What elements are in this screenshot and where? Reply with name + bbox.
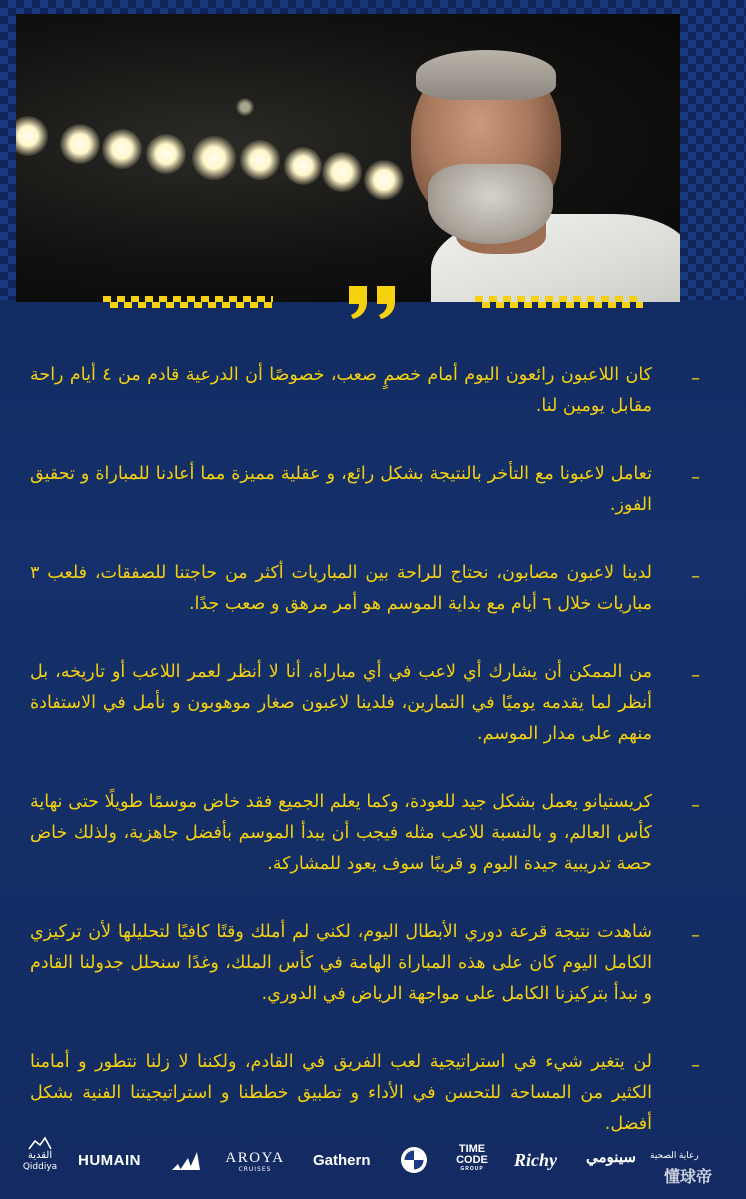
timecode-line-3: GROUP — [460, 1166, 484, 1172]
quote-marker: – — [691, 467, 700, 488]
quote-item — [30, 459, 716, 521]
aroya-logo — [222, 1150, 288, 1174]
care-logo: رعاية الصحية — [650, 1150, 699, 1160]
stadium-light — [240, 140, 280, 180]
quote-text: لدينا لاعبون مصابون، نحتاج للراحة بين المباريات أكثر من حاجتنا للصفقات، فلعب ٣ مباريات خلال ٦ أيام مع بداية الموسم هو أمر مرهق و صعب جدًا. — [30, 563, 652, 614]
aroya-text: AROYA — [225, 1150, 285, 1166]
qiddiya-latin-text: Qiddiya — [22, 1162, 58, 1172]
qiddiya-logo — [18, 1136, 62, 1173]
stadium-light — [102, 129, 142, 169]
stadium-light — [236, 98, 254, 116]
quote-marker: – — [691, 665, 700, 686]
timecode-line-1: TIME — [458, 1143, 486, 1155]
quote-mark-icon — [345, 284, 401, 320]
yellow-dash-divider-left — [103, 296, 273, 308]
quote-marker: – — [691, 1055, 700, 1076]
hero-photo — [16, 14, 680, 302]
humain-logo: HUMAIN — [78, 1152, 141, 1169]
quotes-list — [30, 360, 716, 1177]
quote-text: كريستيانو يعمل بشكل جيد للعودة، وكما يعلم الجميع فقد خاض موسمًا طويلًا حتى نهاية كأس العالم، و بالنسبة للاعب مثله فيجب أن يبدأ الموسم بأفضل جاهزية، ولذلك خاض حصة تدريبية جيدة اليوم و قريبًا سوف يعود للمشاركة. — [30, 792, 652, 874]
qiddiya-icon — [27, 1136, 53, 1150]
quote-marker: – — [691, 925, 700, 946]
quote-item — [30, 1047, 716, 1140]
aroya-subtext: CRUISES — [238, 1166, 272, 1173]
quote-item — [30, 657, 716, 750]
bmw-icon — [400, 1146, 428, 1174]
quote-item — [30, 558, 716, 620]
sponsors-bar — [0, 1132, 746, 1192]
quote-marker: – — [691, 368, 700, 389]
stadium-light — [60, 124, 100, 164]
quote-item — [30, 787, 716, 880]
timecode-line-2: CODE — [456, 1154, 488, 1166]
quote-marker: – — [691, 566, 700, 587]
quote-marker: – — [691, 795, 700, 816]
richy-logo: Richy — [514, 1150, 557, 1170]
yellow-dash-divider-right — [475, 296, 643, 308]
sinomi-logo: سينومي — [586, 1149, 636, 1166]
stadium-light — [16, 116, 48, 156]
quote-text: لن يتغير شيء في استراتيجية لعب الفريق في القادم، ولكننا لا زلنا نتطور و أمامنا الكثير من المساحة للتحسن في الأداء و تطبيق خططنا و استراتيجيتنا الفنية بشكل أفضل. — [30, 1052, 652, 1134]
stadium-light — [364, 160, 404, 200]
coach-hair — [416, 50, 556, 100]
stadium-light — [146, 134, 186, 174]
quote-text: شاهدت نتيجة قرعة دوري الأبطال اليوم، لكني لم أملك وقتًا كافيًا لتحليلها لأن تركيزي الكامل اليوم كان على هذه المباراة الهامة في كأس الملك، وغدًا سنحلل جدولنا القادم و نبدأ بتركيزنا الكامل على مواجهة الرياض في الدوري. — [30, 922, 652, 1004]
coach-beard — [428, 164, 553, 244]
qiddiya-arabic-text: القدية — [27, 1150, 53, 1161]
adidas-icon — [170, 1150, 200, 1172]
quote-text: من الممكن أن يشارك أي لاعب في أي مباراة، أنا لا أنظر لعمر اللاعب أو تاريخه، بل أنظر لما يقدمه يوميًا في التمارين، فلدينا لاعبون صغار موهوبون و نأمل في الاستفادة منهم على مدار الموسم. — [30, 662, 652, 744]
quote-text: تعامل لاعبونا مع التأخر بالنتيجة بشكل رائع، و عقلية مميزة مما أعادنا للمباراة و تحقيق الفوز. — [30, 464, 652, 515]
watermark: 懂球帝 — [664, 1169, 713, 1186]
quote-item — [30, 917, 716, 1010]
quote-item — [30, 360, 716, 422]
quote-text: كان اللاعبون رائعون اليوم أمام خصمٍ صعب، خصوصًا أن الدرعية قادم من ٤ أيام راحة مقابل يومين لنا. — [30, 365, 652, 416]
stadium-light — [284, 147, 322, 185]
gathern-logo: Gathern — [313, 1152, 371, 1169]
stadium-light — [192, 136, 236, 180]
stadium-light — [322, 152, 362, 192]
timecode-logo — [452, 1144, 492, 1173]
